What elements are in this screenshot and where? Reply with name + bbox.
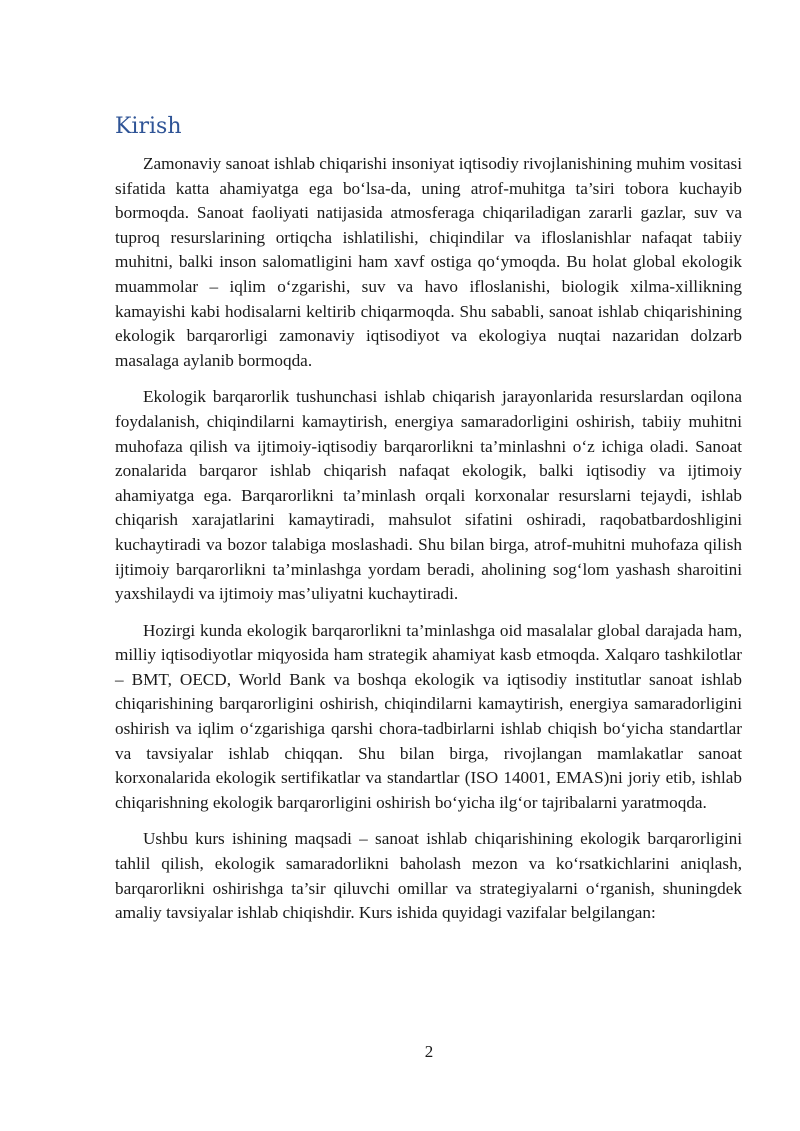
paragraph-4: Ushbu kurs ishining maqsadi – sanoat ishlab chiqarishining ekologik barqarorligini tahlil qilish, ekologik samaradorlikni baholash mezon va ko‘rsatkichlarini aniqlash, barqarorlikni oshirishga ta’sir qiluvchi omillar va strategiyalarni o‘rganish, shuningdek amaliy tavsiyalar ishlab chiqishdir. Kurs ishida quyidagi vazifalar belgilangan: (115, 829, 742, 923)
page-number: 2 (424, 1042, 434, 1061)
section-heading: Kirish (115, 114, 182, 139)
document-body (115, 112, 742, 938)
paragraph-2: Ekologik barqarorlik tushunchasi ishlab chiqarish jarayonlarida resurslardan oqilona foydalanish, chiqindilarni kamaytirish, energiya samaradorligini oshirish, tabiiy muhitni muhofaza qilish va ijtimoiy-iqtisodiy barqarorlikni ta’minlashni o‘z ichiga oladi. Sanoat zonalarida barqaror ishlab chiqarish nafaqat ekologik, balki iqtisodiy va ijtimoiy ahamiyatga ega. Barqarorlikni ta’minlash orqali korxonalar resurslarni tejaydi, ishlab chiqarish xarajatlarini kamaytiradi, mahsulot sifatini oshiradi, raqobatbardoshligini kuchaytiradi va bozor talabiga moslashadi. Shu bilan birga, atrof-muhitni muhofaza qilish ijtimoiy barqarorlikni ta’minlashga yordam beradi, aholining sog‘lom yashash sharoitini yaxshilaydi va ijtimoiy mas’uliyatni kuchaytiradi. (115, 387, 742, 604)
paragraph-1: Zamonaviy sanoat ishlab chiqarishi insoniyat iqtisodiy rivojlanishining muhim vositasi sifatida katta ahamiyatga ega bo‘lsa-da, uning atrof-muhitga ta’siri tobora kuchayib bormoqda. Sanoat faoliyati natijasida atmosferaga chiqariladigan zararli gazlar, suv va tuproq resurslarining ortiqcha ishlatilishi, chiqindilar va ifloslanishlar nafaqat tabiiy muhitni, balki inson salomatligini ham xavf ostiga qo‘ymoqda. Bu holat global ekologik muammolar – iqlim o‘zgarishi, suv va havo ifloslanishi, biologik xilma-xillikning kamayishi kabi hodisalarni keltirib chiqarmoqda. Shu sababli, sanoat ishlab chiqarishining ekologik barqarorligi zamonaviy iqtisodiyot va ekologiya nuqtai nazaridan dolzarb masalaga aylanib bormoqda. (115, 154, 742, 370)
paragraph-3: Hozirgi kunda ekologik barqarorlikni ta’minlashga oid masalalar global darajada ham, milliy iqtisodiyotlar miqyosida ham strategik ahamiyat kasb etmoqda. Xalqaro tashkilotlar – BMT, OECD, World Bank va boshqa ekologik va iqtisodiy institutlar sanoat ishlab chiqarishining barqarorligini oshirish, chiqindilarni kamaytirish, energiya samaradorligini oshirish va iqlim o‘zgarishiga qarshi chora-tadbirlarni ishlab chiqish bo‘yicha standartlar va tavsiyalar ishlab chiqqan. Shu bilan birga, rivojlangan mamlakatlar sanoat korxonalarida ekologik sertifikatlar va standartlar (ISO 14001, EMAS)ni joriy etib, ishlab chiqarishning ekologik barqarorligini oshirish bo‘yicha ilg‘or tajribalarni yaratmoqda. (115, 620, 742, 812)
